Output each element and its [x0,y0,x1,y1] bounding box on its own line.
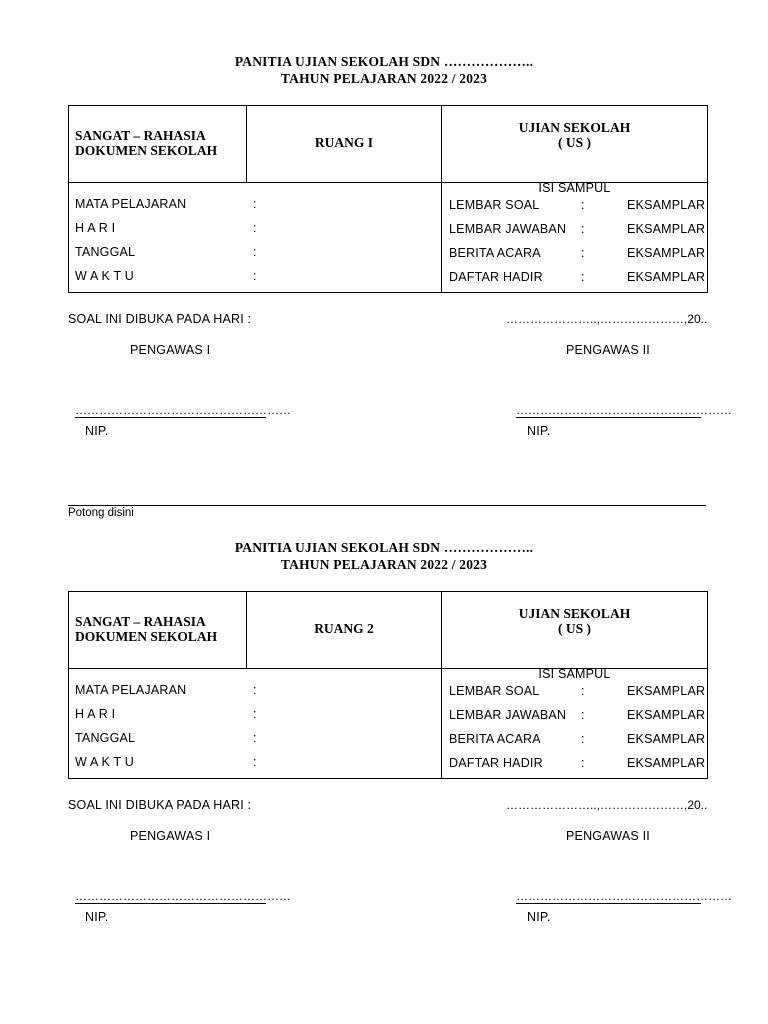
contents-item-unit: EKSAMPLAR [627,708,706,722]
signature-line-1: ……………………………………………… [75,403,291,417]
field-colon: : [253,245,257,259]
field-colon: : [253,269,257,283]
contents-item-colon: : [581,270,585,284]
contents-item-unit: EKSAMPLAR [627,684,706,698]
signature-line-2: ……………………………………………… [516,889,732,903]
opened-on-label: SOAL INI DIBUKA PADA HARI : [68,312,252,326]
contents-title: ISI SAMPUL [538,181,611,195]
field-colon: : [253,683,257,697]
info-table [68,591,708,779]
academic-year: TAHUN PELAJARAN 2022 / 2023 [280,71,488,86]
room-label: RUANG 2 [314,621,374,636]
confidential-label: SANGAT – RAHASIA [75,128,206,143]
signature-line-2: ……………………………………………… [516,403,732,417]
field-time-label: W A K T U [75,755,134,769]
contents-item-label: DAFTAR HADIR [449,756,543,770]
contents-item-colon: : [581,756,585,770]
school-document-label: DOKUMEN SEKOLAH [75,629,218,644]
committee-title: PANITIA UJIAN SEKOLAH SDN ……………….. [234,54,534,69]
contents-item-unit: EKSAMPLAR [627,756,706,770]
contents-item-colon: : [581,708,585,722]
exam-name: UJIAN SEKOLAH [518,120,631,135]
contents-item-label: DAFTAR HADIR [449,270,543,284]
contents-item-label: BERITA ACARA [449,246,541,260]
contents-item-colon: : [581,246,585,260]
envelope-label [0,0,768,440]
field-time-label: W A K T U [75,269,134,283]
cut-here-label: Potong disini [68,507,134,519]
field-subject-label: MATA PELAJARAN [75,683,187,697]
field-colon: : [253,221,257,235]
envelope-label [0,486,768,926]
contents-item-label: LEMBAR JAWABAN [449,222,567,236]
field-colon: : [253,755,257,769]
contents-item-label: LEMBAR SOAL [449,684,540,698]
nip-1-label: NIP. [85,424,109,438]
room-label: RUANG I [314,135,374,150]
contents-item-unit: EKSAMPLAR [627,246,706,260]
field-date-label: TANGGAL [75,731,136,745]
contents-item-colon: : [581,684,585,698]
supervisor-2-label: PENGAWAS II [566,829,650,843]
info-table [68,105,708,293]
nip-1-label: NIP. [85,910,109,924]
contents-item-colon: : [581,198,585,212]
exam-abbrev: ( US ) [558,621,591,636]
field-subject-label: MATA PELAJARAN [75,197,187,211]
opened-on-label: SOAL INI DIBUKA PADA HARI : [68,798,252,812]
field-day-label: H A R I [75,707,116,721]
field-day-label: H A R I [75,221,116,235]
supervisor-2-label: PENGAWAS II [566,343,650,357]
contents-item-label: LEMBAR SOAL [449,198,540,212]
contents-item-unit: EKSAMPLAR [627,222,706,236]
field-colon: : [253,197,257,211]
contents-item-unit: EKSAMPLAR [627,270,706,284]
contents-item-colon: : [581,222,585,236]
nip-2-label: NIP. [527,910,551,924]
supervisor-1-label: PENGAWAS I [130,343,211,357]
nip-2-label: NIP. [527,424,551,438]
contents-item-label: BERITA ACARA [449,732,541,746]
date-blank: …………………..,…………………,20.. [506,798,708,812]
confidential-label: SANGAT – RAHASIA [75,614,206,629]
exam-name: UJIAN SEKOLAH [518,606,631,621]
supervisor-1-label: PENGAWAS I [130,829,211,843]
committee-title: PANITIA UJIAN SEKOLAH SDN ……………….. [234,540,534,555]
contents-item-colon: : [581,732,585,746]
field-colon: : [253,731,257,745]
contents-item-unit: EKSAMPLAR [627,198,706,212]
exam-abbrev: ( US ) [558,135,591,150]
contents-title: ISI SAMPUL [538,667,611,681]
field-colon: : [253,707,257,721]
school-document-label: DOKUMEN SEKOLAH [75,143,218,158]
contents-item-label: LEMBAR JAWABAN [449,708,567,722]
signature-line-1: ……………………………………………… [75,889,291,903]
cut-line [68,505,706,506]
date-blank: …………………..,…………………,20.. [506,312,708,326]
field-date-label: TANGGAL [75,245,136,259]
academic-year: TAHUN PELAJARAN 2022 / 2023 [280,557,488,572]
contents-item-unit: EKSAMPLAR [627,732,706,746]
